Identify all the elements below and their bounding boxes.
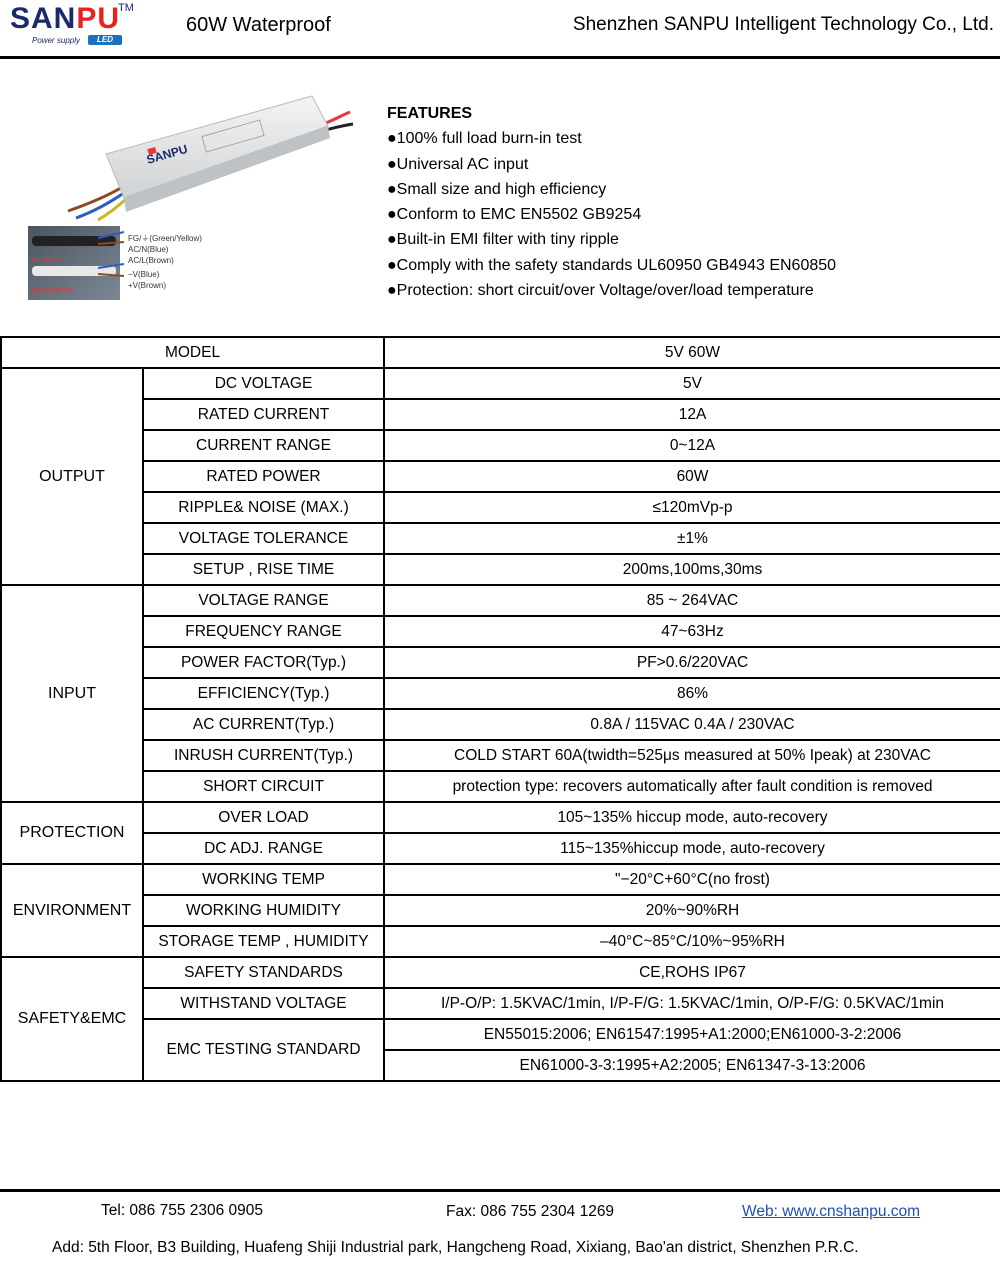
table-row bbox=[1, 678, 1000, 709]
footer-divider bbox=[0, 1189, 1000, 1192]
param-name: DC VOLTAGE bbox=[143, 368, 384, 399]
model-value: 5V 60W bbox=[384, 337, 1000, 368]
table-row bbox=[1, 895, 1000, 926]
table-row bbox=[1, 523, 1000, 554]
feature-item: ●Built-in EMI filter with tiny ripple bbox=[387, 231, 619, 249]
feature-item: ●Conform to EMC EN5502 GB9254 bbox=[387, 206, 642, 224]
param-value: 20%~90%RH bbox=[384, 895, 1000, 926]
feature-item: ●Universal AC input bbox=[387, 155, 529, 173]
param-value: CE,ROHS IP67 bbox=[384, 957, 1000, 988]
param-name: WORKING HUMIDITY bbox=[143, 895, 384, 926]
param-value: ≤120mVp-p bbox=[384, 492, 1000, 523]
param-value: 200ms,100ms,30ms bbox=[384, 554, 1000, 585]
feature-item: ●Comply with the safety standards UL60950 GB4943 EN60850 bbox=[387, 256, 837, 274]
table-row bbox=[1, 988, 1000, 1019]
model-label: MODEL bbox=[1, 337, 384, 368]
param-value: 115~135%hiccup mode, auto-recovery bbox=[384, 833, 1000, 864]
param-name: WITHSTAND VOLTAGE bbox=[143, 988, 384, 1019]
footer-fax: Fax: 086 755 2304 1269 bbox=[446, 1203, 615, 1220]
param-name: AC CURRENT(Typ.) bbox=[143, 709, 384, 740]
table-row bbox=[1, 585, 1000, 616]
table-row bbox=[1, 1019, 1000, 1050]
section-output: OUTPUT bbox=[1, 368, 143, 585]
param-name: POWER FACTOR(Typ.) bbox=[143, 647, 384, 678]
param-value: I/P-O/P: 1.5KVAC/1min, I/P-F/G: 1.5KVAC/1min, O/P-F/G: 0.5KVAC/1min bbox=[384, 988, 1000, 1019]
svg-text:AC/L(Brown): AC/L(Brown) bbox=[128, 256, 174, 265]
param-value: EN55015:2006; EN61547:1995+A1:2000;EN61000-3-2:2006 bbox=[384, 1019, 1000, 1050]
feature-item: ●Small size and high efficiency bbox=[387, 180, 607, 198]
param-name: SAFETY STANDARDS bbox=[143, 957, 384, 988]
table-row bbox=[1, 864, 1000, 895]
param-name: DC ADJ. RANGE bbox=[143, 833, 384, 864]
param-value: 86% bbox=[384, 678, 1000, 709]
table-row bbox=[1, 337, 1000, 368]
param-name: SETUP , RISE TIME bbox=[143, 554, 384, 585]
table-row bbox=[1, 368, 1000, 399]
param-value: –40°C~85°C/10%~95%RH bbox=[384, 926, 1000, 957]
table-row bbox=[1, 957, 1000, 988]
product-photo bbox=[28, 86, 368, 300]
feature-item: ●100% full load burn-in test bbox=[387, 130, 582, 148]
table-row bbox=[1, 647, 1000, 678]
param-name: CURRENT RANGE bbox=[143, 430, 384, 461]
table-row bbox=[1, 740, 1000, 771]
param-name: STORAGE TEMP , HUMIDITY bbox=[143, 926, 384, 957]
param-name: EMC TESTING STANDARD bbox=[143, 1019, 384, 1081]
param-value: 105~135% hiccup mode, auto-recovery bbox=[384, 802, 1000, 833]
param-value: 47~63Hz bbox=[384, 616, 1000, 647]
section-environment: ENVIRONMENT bbox=[1, 864, 143, 957]
section-input: INPUT bbox=[1, 585, 143, 802]
param-name: WORKING TEMP bbox=[143, 864, 384, 895]
footer-tel: Tel: 086 755 2306 0905 bbox=[101, 1202, 264, 1219]
spec-table bbox=[0, 336, 1000, 1082]
param-value: COLD START 60A(twidth=525μs measured at 50% Ipeak) at 230VAC bbox=[384, 740, 1000, 771]
table-row bbox=[1, 492, 1000, 523]
svg-text:−V(Blue): −V(Blue) bbox=[128, 270, 160, 279]
svg-text:AC/N(Blue): AC/N(Blue) bbox=[128, 245, 169, 254]
table-row bbox=[1, 926, 1000, 957]
svg-text:+V(Brown): +V(Brown) bbox=[128, 281, 167, 290]
table-row bbox=[1, 461, 1000, 492]
param-value: protection type: recovers automatically after fault condition is removed bbox=[384, 771, 1000, 802]
feature-item: ●Protection: short circuit/over Voltage/over/load temperature bbox=[387, 282, 814, 300]
param-name: VOLTAGE TOLERANCE bbox=[143, 523, 384, 554]
header-divider bbox=[0, 56, 1000, 59]
features-title: FEATURES bbox=[387, 105, 473, 122]
sanpu-logo: SANPU TM Power supply LED bbox=[10, 2, 134, 45]
features-list bbox=[387, 101, 836, 303]
svg-text:FG/⏚(Green/Yellow): FG/⏚(Green/Yellow) bbox=[128, 234, 202, 243]
param-name: EFFICIENCY(Typ.) bbox=[143, 678, 384, 709]
footer-address: Add: 5th Floor, B3 Building, Huafeng Shiji Industrial park, Hangcheng Road, Xixiang, Bao'an district, Shenzhen P.R.C. bbox=[52, 1239, 859, 1256]
param-name: RATED POWER bbox=[143, 461, 384, 492]
svg-text:SANPU: SANPU bbox=[144, 141, 190, 167]
param-name: VOLTAGE RANGE bbox=[143, 585, 384, 616]
website-link[interactable]: Web: www.cnshanpu.com bbox=[742, 1203, 921, 1220]
param-value: 12A bbox=[384, 399, 1000, 430]
company-name: Shenzhen SANPU Intelligent Technology Co., Ltd. bbox=[572, 14, 994, 35]
product-title: 60W Waterproof bbox=[186, 14, 331, 36]
table-row bbox=[1, 802, 1000, 833]
table-row bbox=[1, 399, 1000, 430]
param-value: 0.8A / 115VAC 0.4A / 230VAC bbox=[384, 709, 1000, 740]
section-safety-emc: SAFETY&EMC bbox=[1, 957, 143, 1081]
param-value: 85 ~ 264VAC bbox=[384, 585, 1000, 616]
param-name: OVER LOAD bbox=[143, 802, 384, 833]
param-value: 5V bbox=[384, 368, 1000, 399]
param-name: RATED CURRENT bbox=[143, 399, 384, 430]
param-name: FREQUENCY RANGE bbox=[143, 616, 384, 647]
page-header bbox=[0, 0, 1000, 60]
param-value: PF>0.6/220VAC bbox=[384, 647, 1000, 678]
param-value: EN61000-3-3:1995+A2:2005; EN61347-3-13:2006 bbox=[384, 1050, 1000, 1081]
table-row bbox=[1, 771, 1000, 802]
table-row bbox=[1, 616, 1000, 647]
table-row bbox=[1, 709, 1000, 740]
param-value: ±1% bbox=[384, 523, 1000, 554]
table-row bbox=[1, 430, 1000, 461]
svg-text:AC INPUT: AC INPUT bbox=[32, 257, 65, 264]
svg-text:DC OUTPUT: DC OUTPUT bbox=[32, 288, 73, 295]
param-value: "−20°C+60°C(no frost) bbox=[384, 864, 1000, 895]
section-protection: PROTECTION bbox=[1, 802, 143, 864]
table-row bbox=[1, 833, 1000, 864]
param-name: RIPPLE& NOISE (MAX.) bbox=[143, 492, 384, 523]
param-name: INRUSH CURRENT(Typ.) bbox=[143, 740, 384, 771]
param-name: SHORT CIRCUIT bbox=[143, 771, 384, 802]
param-value: 0~12A bbox=[384, 430, 1000, 461]
table-row bbox=[1, 554, 1000, 585]
param-value: 60W bbox=[384, 461, 1000, 492]
